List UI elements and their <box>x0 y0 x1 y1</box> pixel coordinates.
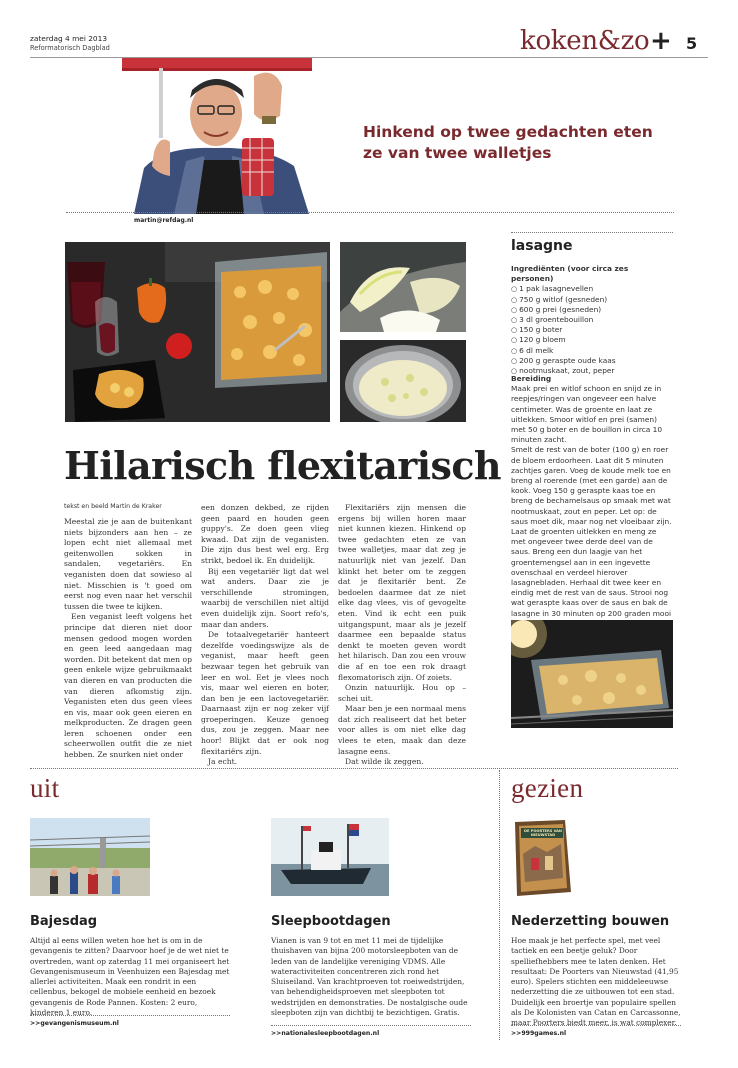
article-column-1 <box>64 517 192 761</box>
section-gezien: gezien <box>511 773 584 803</box>
paragraph: Bij een vegetariër ligt dat wel wat anders. Daar zie je verschillende stromingen, waarbij de verschillen niet altijd even duidelijk zijn. Soort refo's, maar dan anders. <box>201 566 329 629</box>
paragraph: Meestal zie je aan de buitenkant niets bijzonders aan hen – ze lopen echt niet allemaal met geitenwollen sokken in sandalen, vegetariërs. En veganisten doen dat sowieso al niet. Misschien is 't goed om eerst nog even naar het verschil tussen die twee te kijken. <box>64 517 192 611</box>
method-step: Smelt de rest van de boter (100 g) en roer de bloem erdoorheen. Laat dit 5 minuten zachtjes garen. Voeg de koude melk toe en breng al roerende (met een garde) aan de kook. Voeg 150 g geraspte kaas toe en breng de bechamelsaus op smaak met wat nootmuskaat, zout en peper. Let op: de saus moet dik, maar nog net vloeibaar zijn. Laat de groenten uitlekken en meng ze met ongeveer twee derde deel van de saus. Breng een dun laagje van het groentemengsel aan in een ingevette ovenschaal en verdeel hierover lasagnebladen. Herhaal dit twee keer en eindig met de rest van de saus. Strooi nog wat geraspte kaas over de saus en bak de lasagne in 30 minuten op 200 graden mooi <box>511 445 672 618</box>
item-divider <box>271 1025 471 1026</box>
ingredient-item: ○ 600 g prei (gesneden) <box>511 305 673 315</box>
ingredient-item: ○ 200 g geraspte oude kaas <box>511 356 673 366</box>
item-title-bajesdag: Bajesdag <box>30 914 98 929</box>
item-body-nederzetting: Hoe maak je het perfecte spel, met veel tactiek en een beetje geluk? Door spelliefhebbers mee te laten denken. Het resultaat: De Poorters van Nieuwstad (41,95 euro). Spelers stichten een middeleeuwse nederzetting die ze uitbouwen tot een stad. Duidelijk een broertje van populaire spellen als De Kolonisten van Catan en Carcassonne, maar Poorters biedt meer, is wat complexer. <box>511 936 681 1028</box>
recipe-title: lasagne <box>511 238 573 254</box>
recipe-ingredients <box>511 264 673 376</box>
lasagne-table-photo <box>65 242 330 422</box>
section-divider <box>30 768 678 769</box>
item-divider <box>511 1025 681 1026</box>
article-column-2 <box>201 503 329 768</box>
item-title-sleepbootdagen: Sleepbootdagen <box>271 914 391 929</box>
ingredient-item: ○ 1 pak lasagnevellen <box>511 284 673 294</box>
tagline-line-1: Hinkend op twee gedachten eten <box>363 123 653 141</box>
item-divider <box>30 1015 230 1016</box>
paragraph: De totaalvegetariër hanteert dezelfde voedingswijze als de veganist, maar heeft geen bezwaar tegen het gebruik van leer en wol. Eet je vlees noch vis, maar wel eieren en boter, dan ben je een lactovegetariër. Daarnaast zijn er nog zeker vijf groeperingen. Keuze genoeg dus, zou je zeggen. Maar nee hoor! Blijkt dat er ook nog flexitariërs zijn. <box>201 630 329 756</box>
method-step: Maak prei en witlof schoon en snijd ze in reepjes/ringen van ongeveer een halve centimeter. Was de groente en laat ze uitlekken. Smoor witlof en prei (samen) met 50 g boter en de bouillon in circa 10 minuten zacht. <box>511 384 663 445</box>
ingredients-heading: Ingrediënten (voor circa zes personen) <box>511 264 629 284</box>
tagline-divider <box>66 212 674 213</box>
sleepboot-photo <box>271 818 389 896</box>
columnist-email: martin@refdag.nl <box>134 217 194 224</box>
link-sleepbootdagen[interactable]: >>nationalesleepbootdagen.nl <box>271 1030 380 1037</box>
article-byline: tekst en beeld Martin de Kraker <box>64 503 162 510</box>
recipe-method <box>511 374 673 629</box>
tagline-line-2: ze van twee walletjes <box>363 144 552 162</box>
paragraph: Een veganist leeft volgens het principe dat dieren niet door mensen gedood mogen worden en geen leed aangedaan mag worden. Dit betekent dat men op geen enkele wijze gebruikmaakt van dieren en van producten die van dieren afkomstig zijn. Veganisten eten dus geen vlees en vis, maar ook geen eieren en melkproducten. Ze dragen geen leren schoenen onder een scheerwollen outfit die ze niet hebben. Ze snurken niet onder <box>64 612 192 760</box>
pan-photo <box>340 340 466 422</box>
ingredient-item: ○ 750 g witlof (gesneden) <box>511 295 673 305</box>
ingredient-item: ○ 6 dl melk <box>511 346 673 356</box>
ingredient-item: ○ nootmuskaat, zout, peper <box>511 366 673 376</box>
paragraph: Maar ben je een normaal mens dat zich realiseert dat het beter voor alles is om niet elke dag vlees te eten, maak dan deze lasagne eens. <box>338 704 466 756</box>
vertical-divider <box>499 770 500 1040</box>
paragraph: Ja echt. <box>208 757 238 767</box>
section-uit: uit <box>30 773 60 803</box>
newspaper-name: Reformatorisch Dagblad <box>30 44 110 52</box>
game-box-title: DE POORTERS VAN NIEUWSTAD <box>524 829 562 838</box>
issue-date: zaterdag 4 mei 2013 <box>30 34 108 43</box>
page-number: 5 <box>686 34 698 53</box>
oven-photo <box>511 620 673 728</box>
columnist-photo <box>104 56 326 214</box>
game-box-photo <box>511 818 573 898</box>
paragraph: Onzin natuurlijk. Hou op – schei uit. <box>338 683 466 703</box>
article-headline: Hilarisch flexitarisch <box>64 443 501 488</box>
paragraph: een donzen dekbed, ze rijden geen paard en houden geen guppy's. Ze doen geen vlieg kwaad. Dat zijn de veganisten. Die zijn dus best wel erg. Erg strikt, bedoel ik. En duidelijk. <box>201 503 329 565</box>
columnist-tagline <box>363 122 653 164</box>
item-body-sleepbootdagen: Vianen is van 9 tot en met 11 mei de tijdelijke thuishaven van bijna 200 motorsleepboten van de leden van de landelijke vereniging VDMS. Alle wateractiviteiten concentreren zich rond het Sluiseiland. Van krachtproeven tot roeiwedstrijden, van behendigheidsproeven met sleepboten tot wedstrijden en demonstraties. De nostalgische oude sleepboten zijn van dichtbij te bezichtigen. Gratis. <box>271 936 468 1018</box>
item-body-bajesdag: Altijd al eens willen weten hoe het is om in de gevangenis te zitten? Daarvoor hoef je de wet niet te overtreden, want op zaterdag 11 mei organiseert het Gevangenismuseum in Veenhuizen een Bajesdag met allerlei activiteiten. Maak een rondrit in een cellenbus, bekogel de mobiele eenheid en bezoek gevangenis de Rode Pannen. Kosten: 2 euro, kinderen 1 euro. <box>30 936 230 1018</box>
recipe-top-divider <box>511 232 673 233</box>
link-gevangenismuseum[interactable]: >>gevangenismuseum.nl <box>30 1020 119 1027</box>
link-999games[interactable]: >>999games.nl <box>511 1030 567 1037</box>
witlof-photo <box>340 242 466 332</box>
item-title-nederzetting: Nederzetting bouwen <box>511 914 670 929</box>
plus-icon: + <box>650 26 672 56</box>
article-column-3 <box>338 503 466 768</box>
bajesdag-photo <box>30 818 150 896</box>
section-title: koken&zo <box>520 26 650 56</box>
paragraph: Dat wilde ik zeggen. <box>345 757 424 767</box>
ingredients-list <box>511 284 673 376</box>
ingredient-item: ○ 120 g bloem <box>511 335 673 345</box>
ingredient-item: ○ 3 dl groentebouillon <box>511 315 673 325</box>
paragraph: Flexitariërs zijn mensen die ergens bij willen horen maar niet kunnen kiezen. Hinkend op twee gedachten eten ze van twee walletjes, maar dat zeg je natuurlijk niet van jezelf. Dan klinkt het beter om te zeggen dat je flexitariër bent. Ze bedoelen daarmee dat ze niet elke dag vlees, vis of gevogelte eten. Vind ik echt een puik uitgangspunt, maar als je jezelf daarmee een bepaalde status denkt te moeten geven wordt het hilarisch. Dan zou een vrouw die af en toe een rok draagt flexomatorisch zijn. Of zoiets. <box>338 503 466 682</box>
ingredient-item: ○ 150 g boter <box>511 325 673 335</box>
method-heading: Bereiding <box>511 374 552 383</box>
